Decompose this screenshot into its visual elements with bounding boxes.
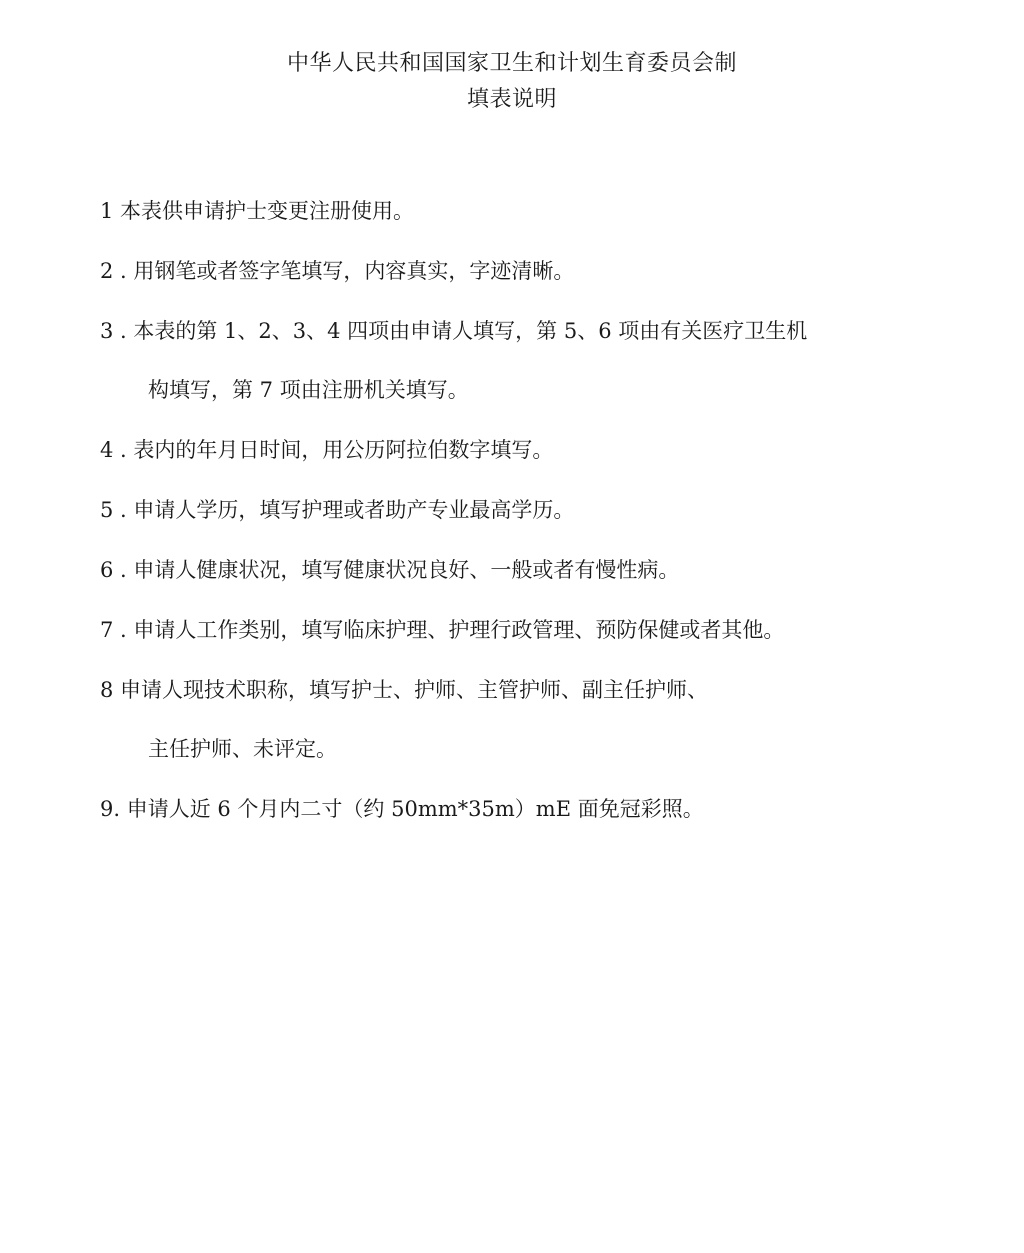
instruction-item-9 (100, 794, 920, 824)
instruction-item-7 (100, 615, 920, 645)
instruction-text: 1 本表供申请护士变更注册使用。 (100, 199, 415, 223)
instruction-text: 5 . 申请人学历，填写护理或者助产专业最高学历。 (100, 498, 575, 522)
instruction-text: 9. 申请人近 6 个月内二寸（约 50mm*35m）mE 面免冠彩照。 (100, 797, 704, 821)
instruction-item-8 (100, 675, 920, 764)
instruction-text: 2 . 用钢笔或者签字笔填写，内容真实，字迹清晰。 (100, 259, 575, 283)
instruction-item-5 (100, 495, 920, 525)
instruction-text: 4 . 表内的年月日时间，用公历阿拉伯数字填写。 (100, 438, 554, 462)
instruction-item-3 (100, 316, 920, 405)
instruction-list (100, 196, 920, 824)
instruction-text: 8 申请人现技术职称，填写护士、护师、主管护师、副主任护师、 (100, 678, 709, 702)
instruction-item-1 (100, 196, 920, 226)
instruction-text: 6 . 申请人健康状况，填写健康状况良好、一般或者有慢性病。 (100, 558, 680, 582)
instruction-item-4 (100, 435, 920, 465)
issuer-line: 中华人民共和国国家卫生和计划生育委员会制 (286, 51, 737, 76)
page-title: 填表说明 (466, 87, 557, 112)
instruction-item-2 (100, 256, 920, 286)
instruction-continuation: 构填写，第 7 项由注册机关填写。 (148, 378, 469, 402)
instruction-item-6 (100, 555, 920, 585)
instruction-text: 3 . 本表的第 1、2、3、4 四项由申请人填写，第 5、6 项由有关医疗卫生机 (100, 319, 808, 343)
instruction-continuation: 主任护师、未评定。 (148, 737, 337, 761)
instruction-text: 7 . 申请人工作类别，填写临床护理、护理行政管理、预防保健或者其他。 (100, 618, 785, 642)
